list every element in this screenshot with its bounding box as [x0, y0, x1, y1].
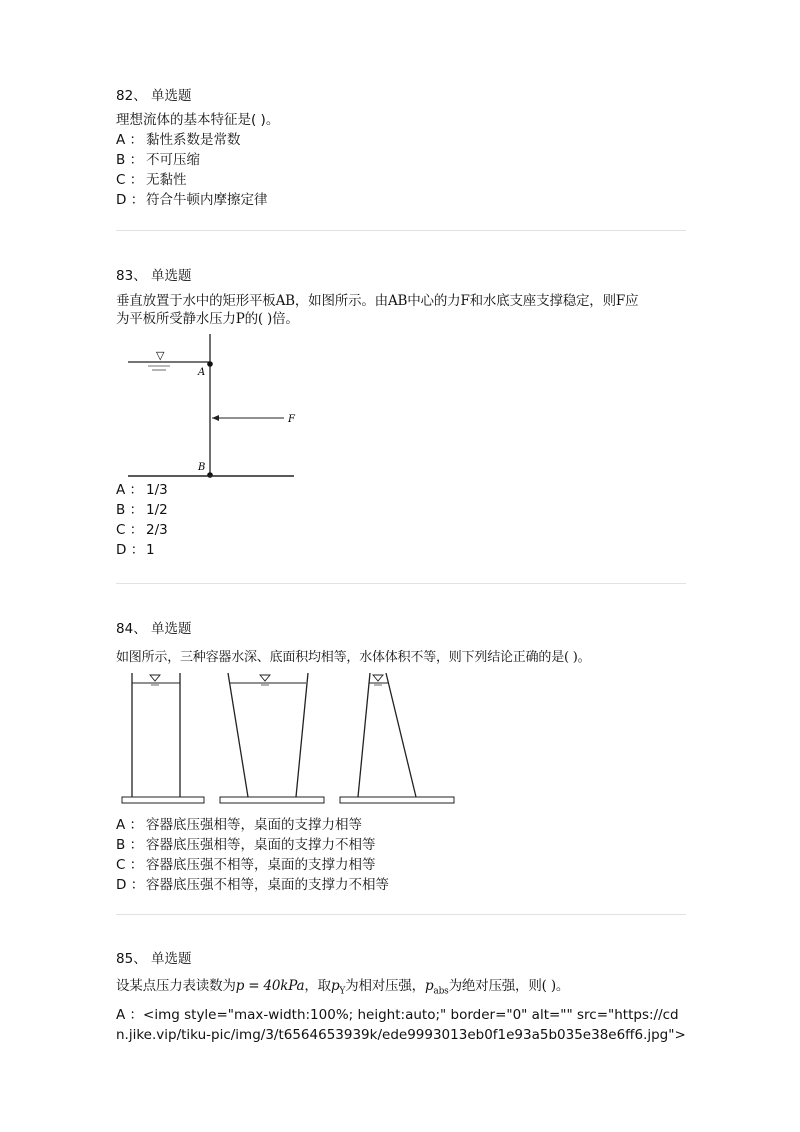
option-label: D	[116, 542, 127, 558]
divider	[116, 914, 686, 915]
option-c[interactable]	[116, 520, 686, 540]
option-colon: ：	[129, 837, 144, 853]
question-stem: 理想流体的基本特征是( )。	[116, 112, 280, 128]
stem-symbol: p	[330, 978, 340, 994]
option-c[interactable]	[116, 855, 686, 875]
question-type: 单选题	[150, 268, 192, 284]
stem-subscript: abs	[433, 986, 449, 997]
point-a	[207, 361, 213, 367]
option-colon: ：	[129, 172, 144, 188]
point-b	[207, 472, 213, 478]
force-f-arrow	[212, 415, 219, 421]
plate-figure	[124, 330, 324, 480]
option-text: 1	[146, 542, 155, 558]
option-b[interactable]	[116, 835, 686, 855]
question-84	[116, 619, 686, 895]
label-f: F	[288, 414, 295, 425]
option-label: B	[116, 837, 126, 853]
option-colon: ：	[129, 502, 144, 518]
option-colon: ：	[129, 857, 144, 873]
option-colon: ：	[130, 877, 145, 893]
question-sep: 、	[133, 621, 147, 637]
containers-figure	[120, 669, 470, 815]
question-83	[116, 266, 686, 560]
question-82	[116, 86, 686, 210]
water-level-symbol: ▽	[156, 349, 165, 362]
divider	[116, 230, 686, 231]
container-3-left	[358, 673, 370, 797]
option-b[interactable]	[116, 150, 686, 170]
stem-text: ，取	[304, 978, 331, 994]
label-b: B	[198, 462, 206, 473]
option-colon: ：	[129, 1006, 144, 1023]
option-a[interactable]	[116, 1005, 686, 1045]
option-label: A	[116, 1006, 126, 1023]
option-text: 黏性系数是常数	[146, 132, 241, 148]
table-1	[122, 797, 204, 803]
option-text: 容器底压强相等，桌面的支撑力相等	[146, 817, 362, 833]
table-3	[340, 797, 454, 803]
stem-symbol: p	[424, 978, 434, 994]
question-85	[116, 949, 686, 1045]
question-header	[116, 949, 686, 969]
option-label: C	[116, 172, 126, 188]
question-header	[116, 619, 686, 639]
option-text: 容器底压强不相等，桌面的支撑力不相等	[146, 877, 389, 893]
question-sep: 、	[133, 268, 147, 284]
option-colon: ：	[129, 132, 144, 148]
question-type: 单选题	[150, 951, 192, 967]
option-a[interactable]	[116, 815, 686, 835]
option-colon: ：	[129, 817, 144, 833]
question-sep: 、	[133, 951, 147, 967]
option-label: A	[116, 132, 126, 148]
question-number: 83	[116, 268, 134, 284]
stem-text: 为绝对压强，则( )。	[448, 978, 570, 994]
option-text: <img style="max-width:100%; height:auto;" border="0" alt="" src="https://cdn.jike.vip/tiku-pic/img/3/t6564653939k/ede9993013eb0f1e93a5b035e38e6ff6.jpg">	[116, 1006, 686, 1043]
container-3-right	[386, 673, 416, 797]
option-label: C	[116, 857, 126, 873]
option-colon: ：	[130, 192, 145, 208]
option-c[interactable]	[116, 170, 686, 190]
question-stem-line-2: 为平板所受静水压力P的( )倍。	[116, 311, 299, 327]
option-a[interactable]	[116, 480, 686, 500]
option-label: B	[116, 152, 126, 168]
option-label: A	[116, 817, 126, 833]
option-text: 符合牛顿内摩擦定律	[146, 192, 268, 208]
option-d[interactable]	[116, 190, 686, 210]
option-text: 2/3	[146, 522, 168, 538]
question-type: 单选题	[150, 621, 192, 637]
divider	[116, 583, 686, 584]
stem-formula: p = 40kPa	[235, 978, 305, 994]
option-colon: ：	[130, 542, 145, 558]
stem-text: 设某点压力表读数为	[116, 978, 236, 994]
option-colon: ：	[129, 482, 144, 498]
option-label: D	[116, 877, 127, 893]
option-colon: ：	[129, 522, 144, 538]
question-type: 单选题	[150, 88, 192, 104]
option-label: C	[116, 522, 126, 538]
label-a: A	[198, 367, 206, 378]
water-level-symbol	[260, 675, 270, 681]
option-d[interactable]	[116, 540, 686, 560]
option-text: 1/3	[146, 482, 168, 498]
question-number: 82	[116, 88, 134, 104]
option-d[interactable]	[116, 875, 686, 895]
question-stem	[116, 977, 686, 1001]
option-text: 不可压缩	[146, 152, 200, 168]
container-2-left	[228, 673, 248, 797]
water-level-symbol	[373, 675, 383, 681]
question-number: 85	[116, 951, 134, 967]
question-sep: 、	[133, 88, 147, 104]
option-text: 1/2	[146, 502, 168, 518]
question-header	[116, 86, 686, 106]
water-level-symbol	[150, 675, 160, 681]
stem-text: 为相对压强，	[345, 978, 425, 994]
table-2	[220, 797, 324, 803]
question-stem-line-1: 垂直放置于水中的矩形平板AB，如图所示。由AB中心的力F和水底支座支撑稳定，则F应	[116, 293, 639, 309]
option-a[interactable]	[116, 130, 686, 150]
option-label: A	[116, 482, 126, 498]
question-stem: 如图所示，三种容器水深、底面积均相等，水体体积不等，则下列结论正确的是( )。	[116, 650, 591, 665]
container-2-right	[296, 673, 308, 797]
option-text: 容器底压强不相等，桌面的支撑力相等	[146, 857, 376, 873]
option-label: B	[116, 502, 126, 518]
option-colon: ：	[129, 152, 144, 168]
option-label: D	[116, 192, 127, 208]
option-b[interactable]	[116, 500, 686, 520]
stem-subscript: Y	[339, 986, 346, 997]
option-text: 无黏性	[146, 172, 187, 188]
question-header	[116, 266, 686, 286]
question-number: 84	[116, 621, 134, 637]
option-text: 容器底压强相等，桌面的支撑力不相等	[146, 837, 376, 853]
